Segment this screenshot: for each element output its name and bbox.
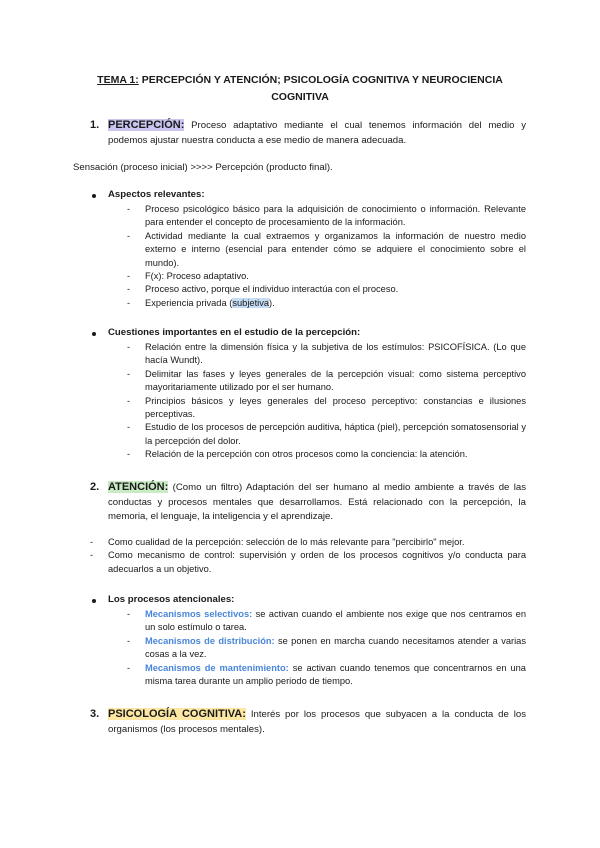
section3-paragraph bbox=[108, 707, 526, 737]
subjetiva-highlight: subjetiva bbox=[232, 297, 270, 308]
list-item: - Estudio de los procesos de percepción auditiva, háptica (piel), percepción somatosensorial y la percepción del dolor. bbox=[127, 421, 526, 448]
list-item: - Principios básicos y leyes generales del proceso perceptivo: constancias e ilusiones perceptivas. bbox=[127, 395, 526, 422]
section2-heading: ATENCIÓN: bbox=[108, 481, 169, 493]
list-item: - Proceso psicológico básico para la adquisición de conocimiento o información. Relevante para entender el concepto de procesamiento de la información. bbox=[127, 203, 526, 230]
section1-number: 1. bbox=[90, 119, 100, 131]
cuestiones-heading: Cuestiones importantes en el estudio de la percepción: bbox=[108, 327, 361, 338]
aspectos-heading: Aspectos relevantes: bbox=[108, 189, 205, 200]
list-item-prefix: Experiencia privada ( bbox=[145, 297, 233, 308]
procesos-heading: Los procesos atencionales: bbox=[108, 594, 235, 605]
section2-number: 2. bbox=[90, 481, 100, 493]
title-prefix: TEMA 1: bbox=[97, 74, 139, 86]
mechanism-term: Mecanismos selectivos: bbox=[145, 609, 253, 619]
list-item: - Actividad mediante la cual extraemos y organizamos la información de nuestro medio externo e interno (esencial para entender cómo se adquiere el conocimiento sobre el mundo). bbox=[127, 230, 526, 270]
section2-paragraph bbox=[108, 480, 526, 525]
list-item bbox=[127, 297, 526, 310]
list-item: - Como cualidad de la percepción: selección de lo más relevante para "percibirlo" mejor. bbox=[90, 536, 526, 549]
section3-text: Interés por los procesos que subyacen a la conducta de los organismos (los procesos mentales). bbox=[108, 709, 526, 735]
mechanism-term: Mecanismos de mantenimiento: bbox=[145, 662, 289, 673]
list-item bbox=[127, 635, 526, 662]
list-item: - Proceso activo, porque el individuo interactúa con el proceso. bbox=[127, 283, 526, 296]
atencion-list bbox=[90, 536, 526, 576]
aspectos-list bbox=[127, 203, 526, 310]
mechanism-text: se activan cuando el ambiente nos exige que nos centramos en un solo estímulo o tarea. bbox=[145, 609, 526, 633]
bullet-dot bbox=[92, 599, 96, 603]
document-title bbox=[90, 72, 510, 106]
sensacion-line: Sensación (proceso inicial) >>>> Percepción (producto final). bbox=[73, 162, 333, 173]
section3-number: 3. bbox=[90, 708, 100, 720]
cuestiones-list bbox=[127, 341, 526, 462]
list-item bbox=[127, 608, 526, 635]
mechanism-text: se ponen en marcha cuando necesitamos atender a varias cosas a la vez. bbox=[145, 635, 526, 660]
bullet-dot bbox=[92, 194, 96, 198]
title-rest: PERCEPCIÓN Y ATENCIÓN; PSICOLOGÍA COGNITIVA Y NEUROCIENCIA bbox=[138, 74, 503, 86]
procesos-list bbox=[127, 608, 526, 688]
section1-paragraph bbox=[108, 118, 526, 148]
section3-heading: PSICOLOGÍA COGNITIVA: bbox=[108, 708, 246, 720]
section1-heading: PERCEPCIÓN: bbox=[108, 119, 185, 131]
mechanism-text: se activan cuando tenemos que concentrarnos en una misma tarea durante un amplio periodo de tiempo. bbox=[145, 662, 526, 687]
list-item: - F(x): Proceso adaptativo. bbox=[127, 270, 526, 283]
title-line2: COGNITIVA bbox=[271, 91, 329, 103]
list-item: - Relación entre la dimensión física y la subjetiva de los estímulos: PSICOFÍSICA. (Lo que hacía Wundt). bbox=[127, 341, 526, 368]
section1-text: Proceso adaptativo mediante el cual tenemos información del medio y podemos ajustar nuestra conducta a ese medio de manera adecuada. bbox=[108, 120, 526, 146]
list-item: - Como mecanismo de control: supervisión y orden de los procesos cognitivos y/o conducta para adecuarlos a un objetivo. bbox=[90, 549, 526, 576]
list-item bbox=[127, 662, 526, 689]
list-item-suffix: ). bbox=[269, 297, 275, 308]
bullet-dot bbox=[92, 332, 96, 336]
list-item: - Relación de la percepción con otros procesos como la conciencia: la atención. bbox=[127, 448, 526, 461]
list-item: - Delimitar las fases y leyes generales de la percepción visual: como sistema perceptivo mayoritariamente utilizado por el ser humano. bbox=[127, 368, 526, 395]
mechanism-term: Mecanismos de distribución: bbox=[145, 635, 275, 646]
section2-text: (Como un filtro) Adaptación del ser humano al medio ambiente a través de las conductas y procesos mentales que desarrollamos. Está relacionado con la percepción, la memoria, el lenguaje, la inteligencia y el aprendizaje. bbox=[108, 482, 526, 522]
